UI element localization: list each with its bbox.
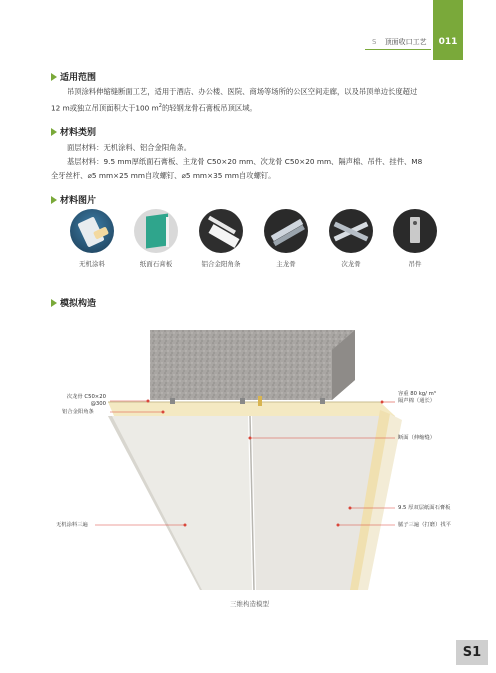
label-insulation: 隔声棉（通长） [398,398,436,404]
section-title-text: 材料类别 [60,128,97,138]
page-number: 011 [438,37,458,47]
materials-paragraph [51,141,462,183]
label-aluminum-angle: 铝合金阳角条 [62,409,94,415]
material-label: 纸面石膏板 [139,260,173,268]
scope-line-2: 12 m或独立吊顶面积大于100 $m^2$的轻钢龙骨石膏板吊顶区域。 [51,103,257,113]
label-putty: 腻子三遍（打磨）找平 [398,522,451,528]
construction-diagram [50,330,460,590]
hanger-icon [393,209,437,253]
material-label: 铝合金阳角条 [201,260,241,268]
arrow-bullet-icon [51,299,57,307]
materials-line-2: 基层材料：9.5 mm厚纸面石膏板、主龙骨 C50×20 mm、次龙骨 C50×20 mm、隔声棉、吊件、挂件、M8 [67,157,423,166]
aluminum-angle-icon [199,209,243,253]
gypsum-board-icon [134,209,178,253]
materials-line-3: 全牙丝杆、⌀5 mm×25 mm自攻螺钉、⌀5 mm×35 mm自攻螺钉。 [51,171,276,180]
material-label: 次龙骨 [341,260,361,268]
material-item [257,209,315,268]
material-label: 主龙骨 [276,260,296,268]
header-section-letter: S [372,38,377,46]
label-gypsum-board: 9.5 厚双层纸面石膏板 [398,505,451,511]
material-item [386,209,444,268]
materials-line-1: 面层材料：无机涂料、铝合金阳角条。 [67,143,192,152]
insulation-layer [108,402,395,416]
material-item [322,209,380,268]
material-label: 吊件 [408,260,422,268]
arrow-bullet-icon [51,128,57,136]
left-ceiling-board [108,416,252,590]
section-title-scope [51,70,96,83]
header-title: 顶面收口工艺 [384,38,427,46]
material-item [192,209,250,268]
section-title-text: 材料图片 [60,196,97,206]
label-expansion-joint: 断面（伸缩缝） [398,435,436,441]
material-item [63,209,121,268]
section-title-pictures [51,193,96,206]
scope-line-1: 吊顶涂料伸缩缝断面工艺，适用于酒店、办公楼、医院、商场等场所的公区空间走廊，以及吊顶单边长度超过 [67,87,418,96]
main-keel-icon [264,209,308,253]
arrow-bullet-icon [51,73,57,81]
material-label: 无机涂料 [79,260,105,268]
concrete-slab [150,330,355,400]
label-paint: 无机涂料三遍 [56,522,88,528]
page-header [372,37,427,47]
section-title-construction [51,296,96,309]
corner-section-tab: S1 [456,640,488,665]
section-title-text: 适用范围 [60,73,97,83]
diagram-caption: 三维构造模型 [230,600,269,608]
section-title-text: 模拟构造 [60,299,97,309]
label-sub-keel: 次龙骨 C50×20 @300 [66,394,106,407]
header-divider [365,49,431,50]
section-title-materials [51,125,96,138]
material-item [127,209,185,268]
page-number-tab [433,0,463,60]
arrow-bullet-icon [51,196,57,204]
sub-keel-icon [329,209,373,253]
paint-roller-icon [70,209,114,253]
material-pictures [63,209,443,279]
scope-paragraph [51,85,462,115]
construction-model-graphic [50,330,460,590]
label-density: 容重 80 kg/ m³ [398,391,436,397]
